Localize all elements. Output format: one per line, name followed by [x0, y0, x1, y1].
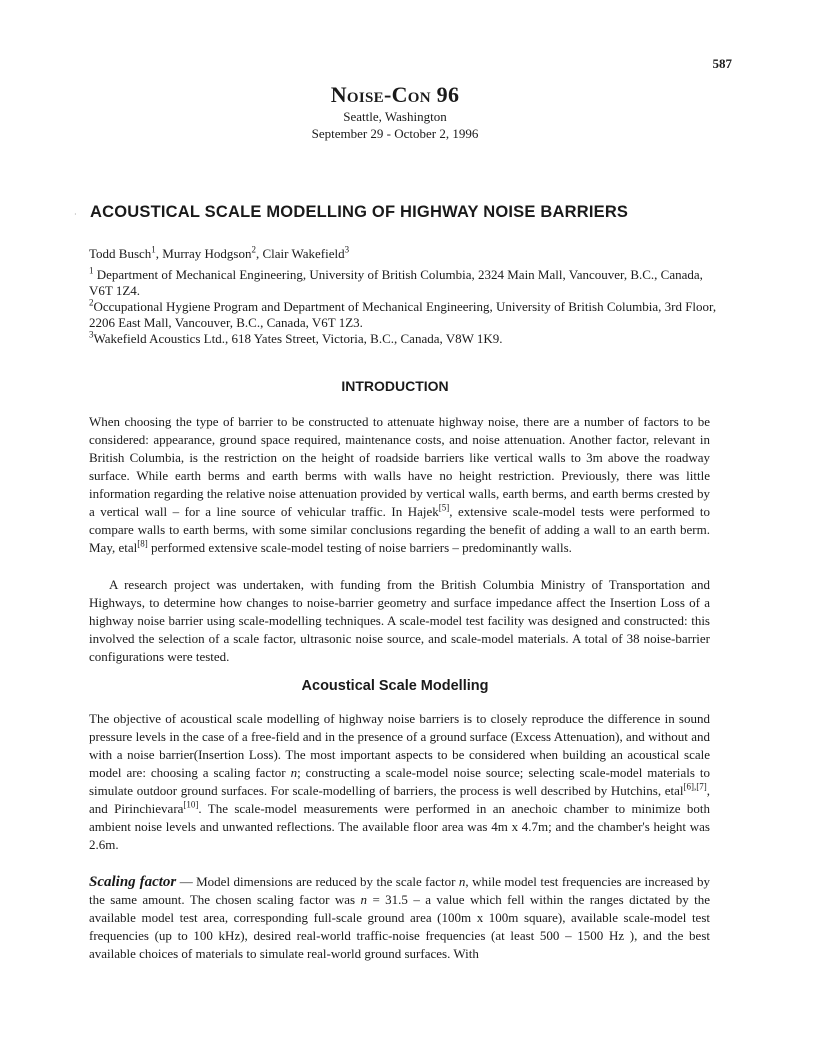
author-list	[89, 246, 729, 262]
affiliation-text: Wakefield Acoustics Ltd., 618 Yates Street, Victoria, B.C., Canada, V8W 1K9.	[93, 331, 503, 346]
affiliation-mark: 1	[89, 265, 94, 276]
conference-header	[0, 82, 790, 142]
text-run: The objective of acoustical scale modelling of highway noise barriers is to closely reproduce the difference in sound pressure levels in the case of a free-field and in the presence of a ground surface (Excess Attenuation), and without and with a noise barrier(Insertion Loss). The most important aspects to be considered when building an acoustical scale model are: choosing a scaling factor	[89, 711, 710, 780]
conference-dates: September 29 - October 2, 1996	[311, 126, 479, 141]
affiliation-mark: 2	[89, 297, 94, 308]
scan-mark: ·	[74, 210, 77, 219]
author-separator: ,	[155, 246, 163, 261]
citation-ref: [5]	[438, 502, 450, 513]
author-2: Murray Hodgson	[162, 246, 252, 261]
author-separator: ,	[255, 246, 263, 261]
affiliation-3	[89, 331, 729, 347]
affiliation-text: Department of Mechanical Engineering, University of British Columbia, 2324 Main Mall, Vancouver, B.C., Canada, V6T 1Z4.	[89, 267, 703, 298]
math-symbol: n	[360, 892, 368, 907]
citation-ref: [8]	[137, 538, 148, 549]
math-symbol: n	[290, 765, 298, 780]
text-run: = 31.5 – a value which fell within the ranges dictated by the available model test area, corresponding full-scale ground area (100m x 100m square), available scale-model test frequencies (up to 100 kHz), desired real-world traffic-noise frequencies (at least 500 – 1500 Hz ), and the best available choices of materials to simulate real-world ground surfaces. With	[89, 892, 710, 961]
section-heading-introduction: INTRODUCTION	[341, 378, 449, 394]
conference-location: Seattle, Washington	[343, 109, 447, 124]
author-1-affil-mark: 1	[151, 244, 156, 255]
citation-ref: [6],[7]	[683, 781, 707, 792]
author-2-affil-mark: 2	[251, 244, 256, 255]
math-symbol: n	[458, 874, 466, 889]
text-run: , and Pirinchievara	[89, 783, 710, 816]
scaling-factor-paragraph	[89, 873, 710, 963]
author-3: Clair Wakefield	[262, 246, 345, 261]
conference-title: Noise-Con 96	[330, 82, 460, 107]
text-run: ; constructing a scale-model noise source; selecting scale-model materials to simulate outdoor ground surfaces. For scale-modelling of barriers, the process is well described by Hutchins, etal	[89, 765, 710, 798]
author-3-affil-mark: 3	[344, 244, 350, 255]
section-heading-acoustical-scale-modelling: Acoustical Scale Modelling	[301, 678, 489, 694]
intro-paragraph-1	[89, 413, 710, 557]
asm-paragraph-1	[89, 710, 710, 854]
run-in-heading: Scaling factor	[89, 874, 177, 890]
text-run: performed extensive scale-model testing of noise barriers – predominantly walls.	[147, 540, 572, 555]
citation-ref: [10]	[183, 799, 199, 810]
text-run: When choosing the type of barrier to be constructed to attenuate highway noise, there are a number of factors to be considered: appearance, ground space required, maintenance costs, and noise attenuation. Another factor, relevant in British Columbia, is the restriction on the height of roadside barriers like vertical walls to 3m above the roadway surface. While earth berms and earth berms with walls have no height restriction. Previously, there was little information regarding the relative noise attenuation provided by vertical walls, earth berms, and earth berms crested by a vertical wall – for a line source of vehicular traffic. In Hajek	[89, 414, 710, 519]
affiliation-mark: 3	[89, 329, 94, 340]
intro-paragraph-2: A research project was undertaken, with funding from the British Columbia Ministry of Transportation and Highways, to determine how changes to noise-barrier geometry and surface impedance affect the Insertion Loss of a highway noise barrier using scale-modelling techniques. A scale-model test facility was designed and constructed: this involved the selection of a scale factor, ultrasonic noise source, and scale-model materials. A total of 38 noise-barrier configurations were tested.	[89, 577, 710, 664]
text-run: — Model dimensions are reduced by the scale factor	[176, 874, 459, 889]
author-block	[89, 246, 729, 347]
text-run: , while model test frequencies are increased by the same amount. The chosen scaling factor was	[89, 874, 710, 907]
affiliation-1	[89, 267, 729, 299]
text-run: , extensive scale-model tests were performed to compare walls to earth berms, with some similar conclusions regarding the benefit of adding a wall to an earth berm. May, etal	[89, 504, 710, 555]
paper-title: ACOUSTICAL SCALE MODELLING OF HIGHWAY NOISE BARRIERS	[90, 203, 629, 221]
text-run: . The scale-model measurements were performed in an anechoic chamber to minimize both ambient noise levels and unwanted reflections. The available floor area was 4m x 4.7m; and the chamber's height was 2.6m.	[89, 801, 710, 852]
author-1: Todd Busch	[89, 246, 152, 261]
affiliation-text: Occupational Hygiene Program and Department of Mechanical Engineering, University of British Columbia, 3rd Floor, 2206 East Mall, Vancouver, B.C., Canada, V6T 1Z3.	[89, 299, 717, 330]
affiliations	[89, 267, 729, 347]
page-number: 587	[712, 56, 732, 71]
affiliation-2	[89, 299, 729, 331]
